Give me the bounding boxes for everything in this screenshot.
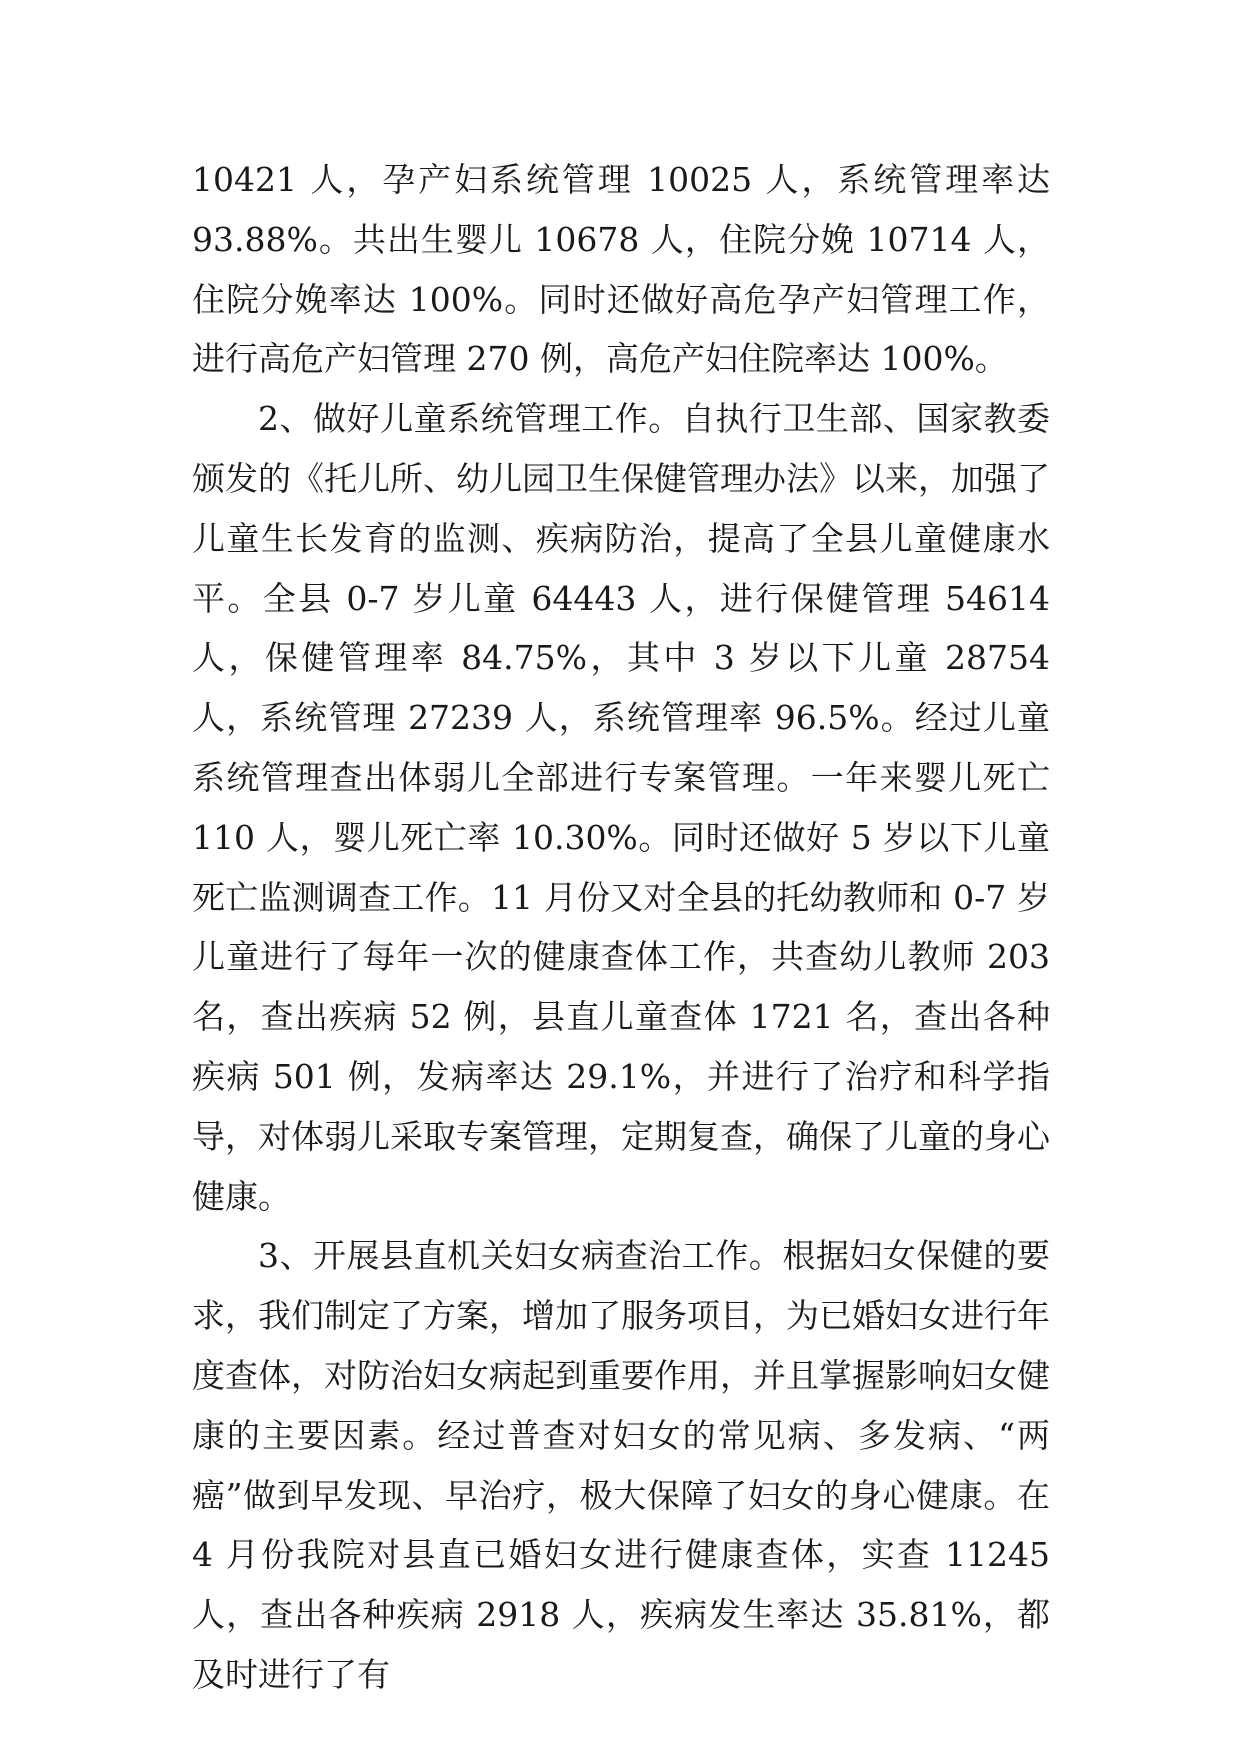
- paragraph-child-management: 2、做好儿童系统管理工作。自执行卫生部、国家教委颁发的《托儿所、幼儿园卫生保健管理办法》以来，加强了儿童生长发育的监测、疾病防治，提高了全县儿童健康水平。全县 0-7 岁儿童 64443 人，进行保健管理 54614 人，保健管理率 84.75%，其中 3 岁以下儿童 28754 人，系统管理 27239 人，系统管理率 96.5%。经过儿童系统管理查出体弱儿全部进行专案管理。一年来婴儿死亡 110 人，婴儿死亡率 10.30%。同时还做好 5 岁以下儿童死亡监测调查工作。11 月份又对全县的托幼教师和 0-7 岁儿童进行了每年一次的健康查体工作，共查幼儿教师 203 名，查出疾病 52 例，县直儿童查体 1721 名，查出各种疾病 501 例，发病率达 29.1%，并进行了治疗和科学指导，对体弱儿采取专案管理，定期复查，确保了儿童的身心健康。: [192, 399, 1050, 1216]
- document-body: [192, 150, 1050, 1705]
- paragraph-women-disease-screening: 3、开展县直机关妇女病查治工作。根据妇女保健的要求，我们制定了方案，增加了服务项目，为已婚妇女进行年度查体，对防治妇女病起到重要作用，并且掌握影响妇女健康的主要因素。经过普查对妇女的常见病、多发病、“两癌”做到早发现、早治疗，极大保障了妇女的身心健康。在 4 月份我院对县直已婚妇女进行健康查体，实查 11245 人，查出各种疾病 2918 人，疾病发生率达 35.81%，都及时进行了有: [192, 1236, 1050, 1694]
- paragraph-maternal-management: 10421 人，孕产妇系统管理 10025 人，系统管理率达 93.88%。共出生婴儿 10678 人，住院分娩 10714 人，住院分娩率达 100%。同时还做好高危孕产妇管理工作，进行高危产妇管理 270 例，高危产妇住院率达 100%。: [192, 160, 1050, 379]
